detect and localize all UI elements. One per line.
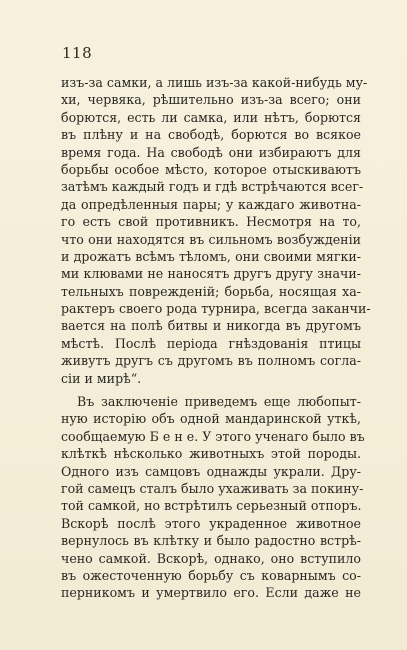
text-line: ми клювами не наносятъ другъ другу значи- (61, 266, 361, 282)
text-line: клѣткѣ нѣсколько животныхъ этой породы. (61, 446, 361, 462)
text-line: вается на полѣ битвы и никогда въ другомъ (61, 318, 361, 334)
page-text (61, 74, 371, 602)
text-line: хи, червяка, рѣшительно изъ-за всего; они (61, 92, 361, 108)
text-line: въ ожесточенную борьбу съ коварнымъ со- (61, 567, 361, 583)
text-line: чено самкой. Вскорѣ, однако, оно вступило (61, 550, 361, 566)
text-line: да опредѣленныя пары; у каждаго животна- (61, 196, 361, 212)
text-line: той самкой, но встрѣтилъ серьезный отпоръ. (61, 498, 362, 514)
text-line: затѣмъ каждый годъ и гдѣ встрѣчаются всег- (61, 179, 364, 195)
text-line: Вскорѣ послѣ этого украденное животное (61, 515, 361, 531)
text-line: гой самецъ сталъ было ухаживать за покину- (61, 480, 364, 496)
text-line: борьбы особое мѣсто, которое отыскиваютъ (61, 161, 361, 177)
text-line: въ плѣну и на свободѣ, борются во всякое (61, 127, 361, 143)
text-line: перникомъ и умертвило его. Если даже не (61, 585, 361, 601)
text-line: Въ заключеніе приведемъ еще любопыт- (77, 394, 361, 410)
text-line: вернулось въ клѣтку и было радостно встрѣ- (61, 533, 361, 549)
text-line: тельныхъ поврежденій; борьба, носящая ха- (61, 283, 361, 299)
text-line: борются, есть ли самка, или нѣтъ, борются (61, 109, 361, 125)
text-line: ную исторію объ одной мандаринской уткѣ, (61, 411, 361, 427)
text-line: мѣстѣ. Послѣ періода гнѣздованія птицы (61, 335, 361, 351)
text-line: Одного изъ самцовъ однажды украли. Дру- (61, 463, 361, 479)
text-line: сообщаемую Б е н е. У этого ученаго было въ (61, 428, 365, 444)
text-line: живутъ другъ съ другомъ въ полномъ согла- (61, 353, 361, 369)
text-line: время года. На свободѣ они избираютъ для (61, 144, 361, 160)
page-number: 118 (62, 44, 93, 62)
paragraph-2 (61, 393, 365, 602)
text-line: рактеръ своего рода турнира, всегда заканчи- (61, 301, 371, 317)
text-line: и дрожатъ всѣмъ тѣломъ, они своими мягки- (61, 248, 361, 264)
text-line: изъ-за самки, а лишь изъ-за какой-нибудь му- (61, 75, 368, 90)
text-line: го есть свой противникъ. Несмотря на то, (61, 214, 361, 230)
text-line: сіи и мирѣ“. (61, 370, 142, 386)
text-line: что они находятся въ сильномъ возбужденіи (61, 231, 361, 247)
paragraph-1 (61, 74, 371, 387)
